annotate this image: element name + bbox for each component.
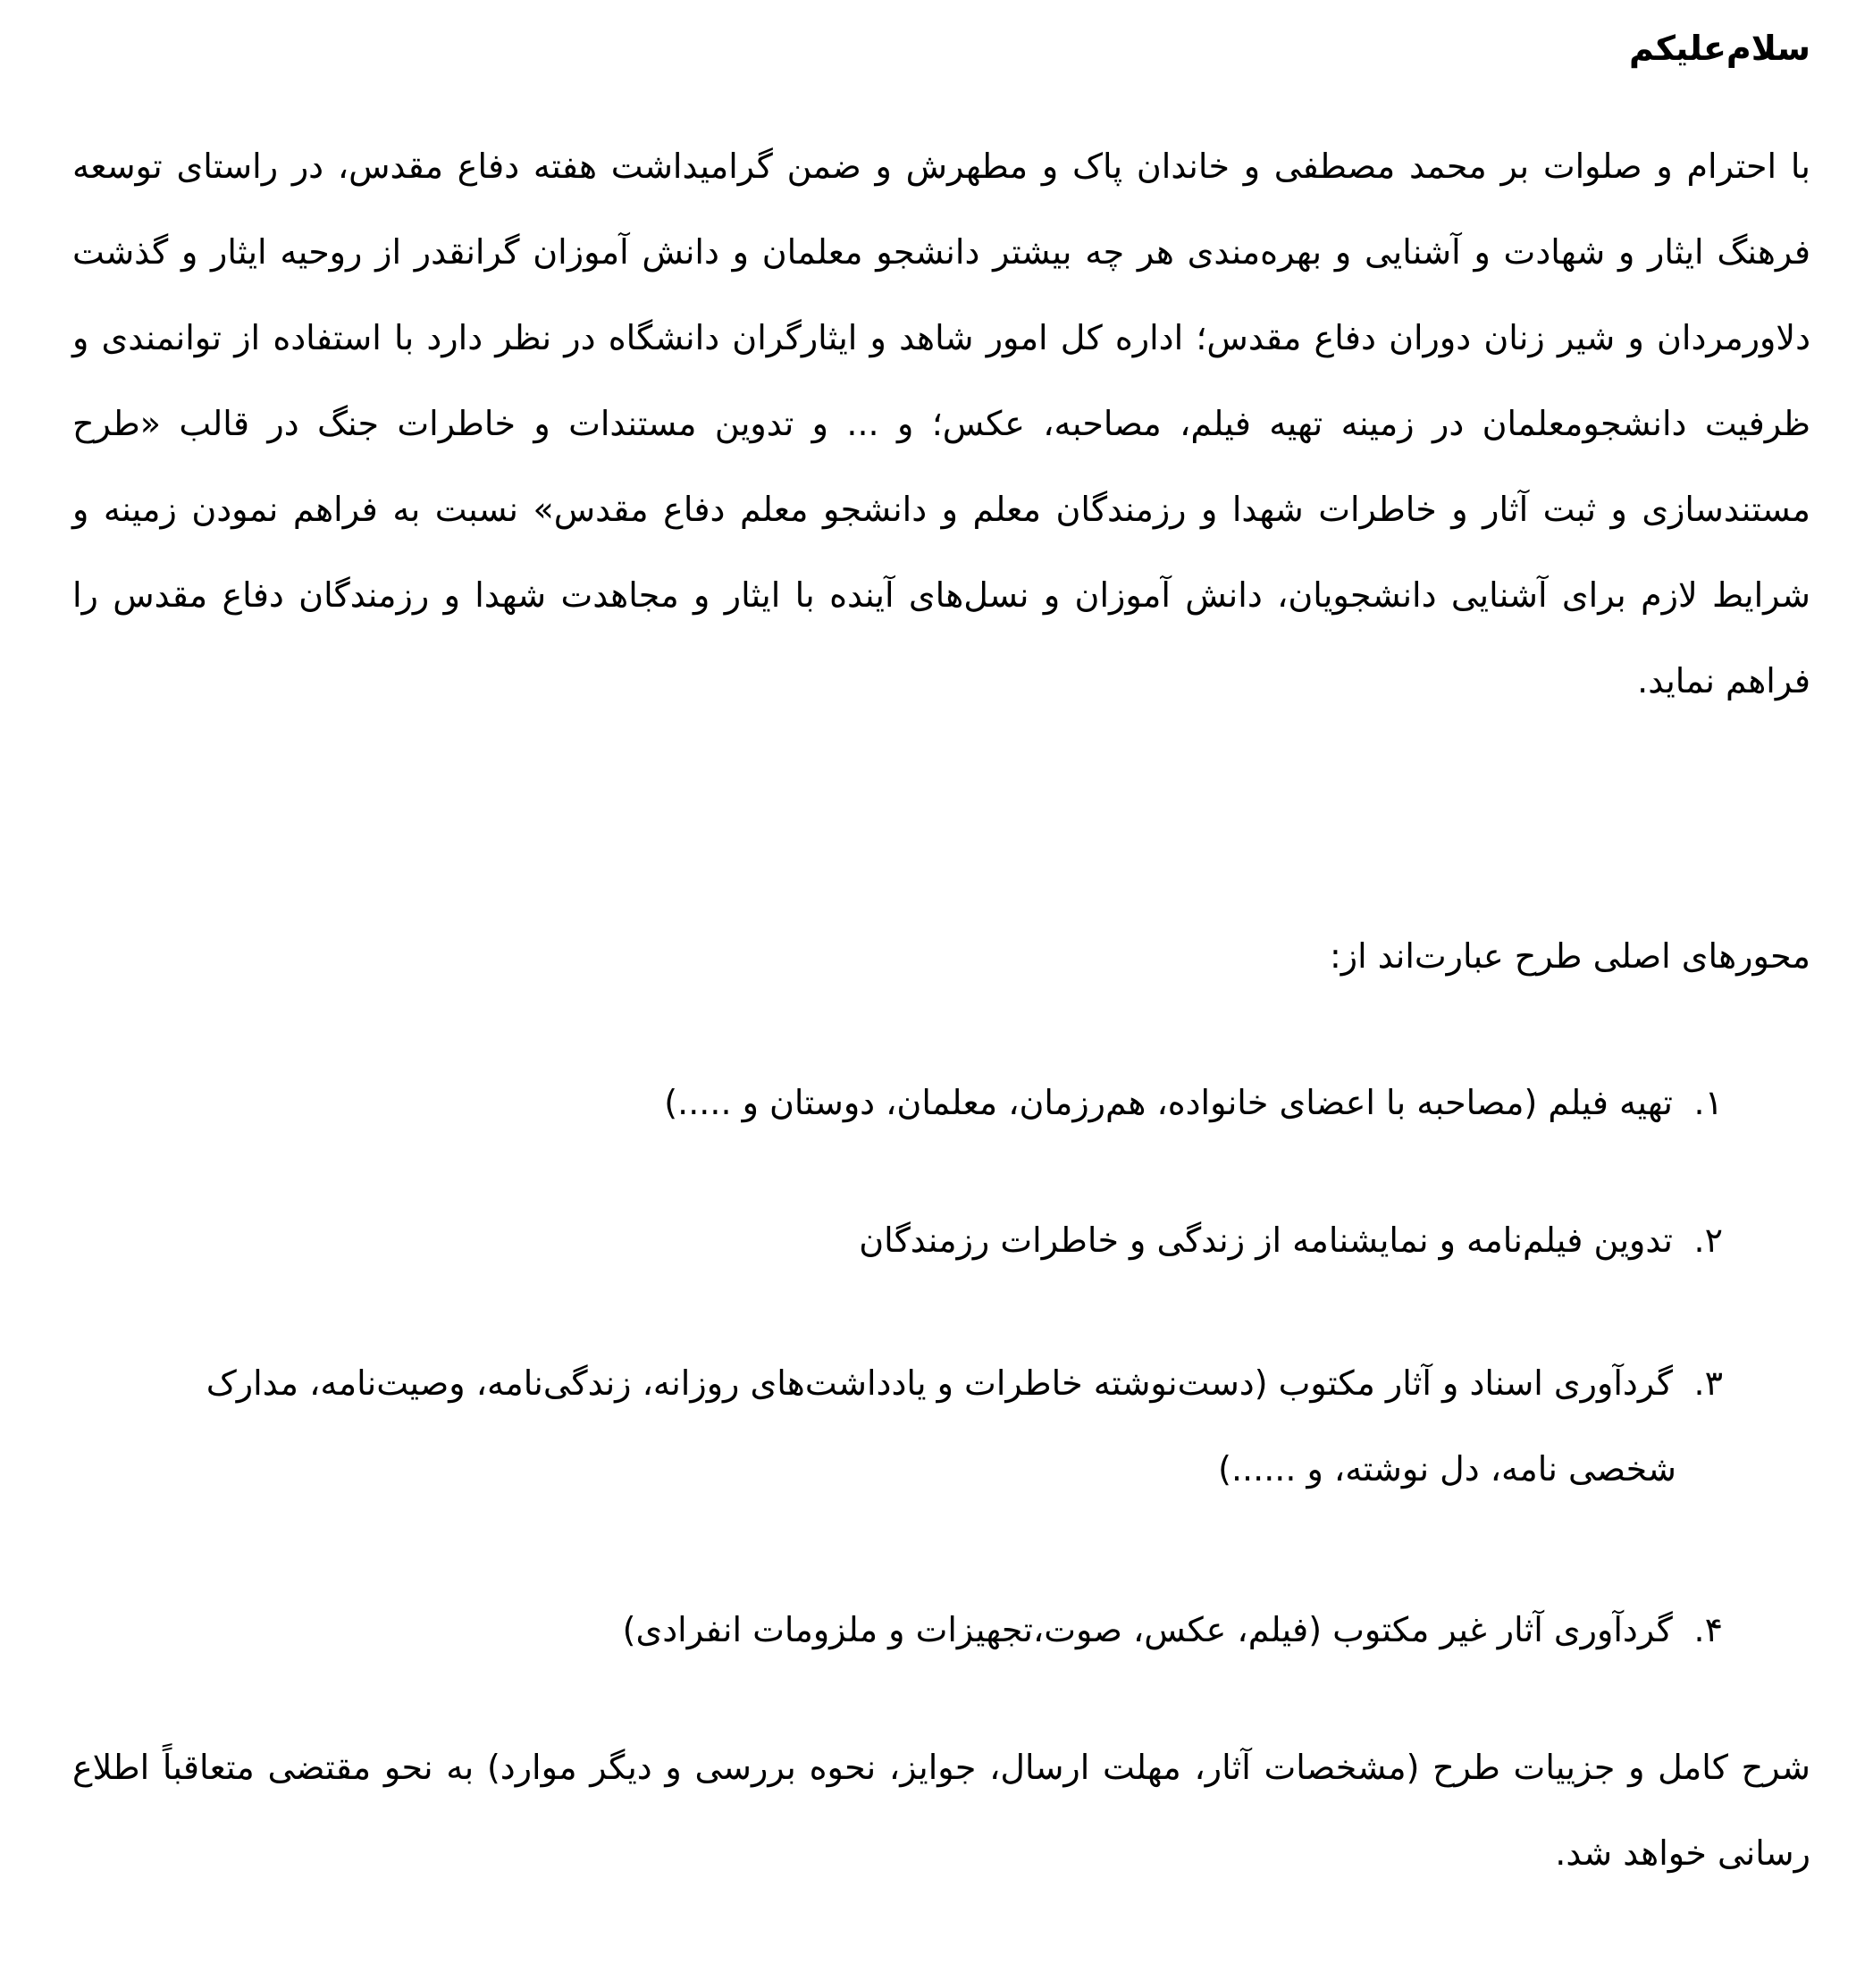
axis-item-continuation: شخصی نامه، دل نوشته، و ......) <box>1218 1449 1676 1489</box>
axis-item-number: ۱. <box>1693 1083 1723 1122</box>
axis-item-text: گردآوری اسناد و آثار مکتوب (دست‌نوشته خاطرات و یادداشت‌های روزانه، زندگی‌نامه، وصیت‌نامه، مدارک <box>206 1363 1673 1403</box>
axis-item-2 <box>150 1197 1723 1283</box>
axis-item-number: ۴. <box>1693 1610 1723 1649</box>
axis-item-text: تدوین فیلم‌نامه و نمایشنامه از زندگی و خاطرات رزمندگان <box>859 1220 1673 1260</box>
intro-paragraph: با احترام و صلوات بر محمد مصطفی و خاندان پاک و مطهرش و ضمن گرامیداشت هفته دفاع مقدس، در راستای توسعه فرهنگ ایثار و شهادت و آشنایی و بهره‌مندی هر چه بیشتر دانشجو معلمان و دانش آموزان گرانقدر از روحیه ایثار و گذشت دلاورمردان و شیر زنان دوران دفاع مقدس؛ اداره کل امور شاهد و ایثارگران دانشگاه در نظر دارد با استفاده از توانمندی و ظرفیت دانشجومعلمان در زمینه تهیه فیلم، مصاحبه، عکس؛ و ... و تدوین مستندات و خاطرات جنگ در قالب «طرح مستندسازی و ثبت آثار و خاطرات شهدا و رزمندگان معلم و دانشجو معلم دفاع مقدس» نسبت به فراهم نمودن زمینه و شرایط لازم برای آشنایی دانشجویان، دانش آموزان و نسل‌های آینده با ایثار و مجاهدت شهدا و رزمندگان دفاع مقدس را فراهم نماید. <box>72 147 1810 700</box>
axis-item-1 <box>150 1060 1723 1145</box>
axis-item-number: ۳. <box>1693 1363 1723 1403</box>
axis-item-number: ۲. <box>1693 1220 1723 1260</box>
closing-paragraph: شرح کامل و جزییات طرح (مشخصات آثار، مهلت ارسال، جوایز، نحوه بررسی و دیگر موارد) به نحو مقتضی متعاقباً اطلاع رسانی خواهد شد. <box>72 1748 1810 1873</box>
greeting: سلام‌علیکم <box>1629 29 1810 68</box>
axes-heading: محورهای اصلی طرح عبارت‌اند از: <box>1330 936 1810 976</box>
axis-item-text: گردآوری آثار غیر مکتوب (فیلم، عکس، صوت،تجهیزات و ملزومات انفرادی) <box>622 1610 1673 1649</box>
axis-item-3 <box>150 1340 1723 1512</box>
axis-item-text: تهیه فیلم (مصاحبه با اعضای خانواده، هم‌رزمان، معلمان، دوستان و .....) <box>664 1083 1673 1122</box>
axis-item-4 <box>150 1587 1723 1673</box>
